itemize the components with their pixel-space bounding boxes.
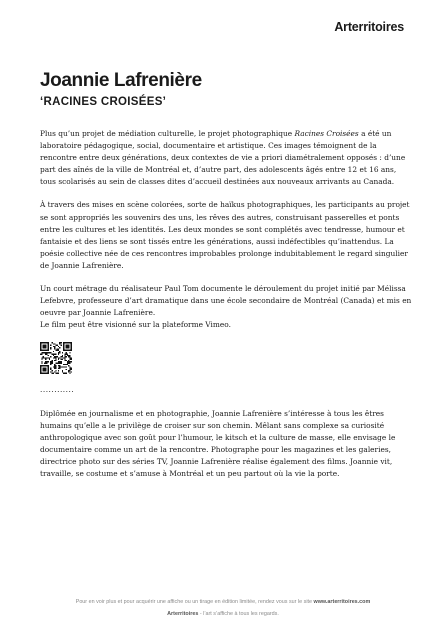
paragraph-bio: Diplômée en journalisme et en photographie, Joannie Lafrenière s’intéresse à tous les êtres humains qu’elle a le privilège de croiser sur son chemin. Mêlant sans complexe sa curiosité anthropologique avec son goût pour l’humour, le kitsch et la culture de masse, elle envisage le documentaire comme un art de la rencontre. Photographe pour les magazines et les galeries, directrice photo sur des séries TV, Joannie Lafrenière réalise également des films. Joannie vit, travaille, se costume et s’amuse à Montréal et un peu partout où la vie la porte. [40, 408, 396, 478]
footer-brand: Arterritoires [167, 611, 199, 617]
footer-tagline: Arterritoires - l’art s’affiche à tous les regards. [167, 611, 279, 617]
qr-code-icon[interactable] [40, 342, 72, 374]
website-link[interactable]: www.arterritoires.com [313, 599, 371, 605]
page-title: Joannie Lafrenière [40, 70, 202, 91]
paragraph-film: Un court métrage du réalisateur Paul Tom documente le déroulement du projet initié par Mélissa Lefebvre, professeure d’art dramatique dans une école secondaire de Montréal (Canada) et mis en oeuvre par Joannie Lafrenière. Le film peut être visionné sur la plateforme Vimeo. [40, 284, 412, 330]
page-subtitle: ‘RACINES CROISÉES’ [40, 96, 167, 108]
paragraph-intro: Plus qu’un projet de médiation culturelle, le projet photographique Racines Croisées a été un laboratoire pédagogique, social, documentaire et artistique. Ces images témoignent de la rencontre entre deux générations, deux contextes de vie a priori diamétralement opposés : d’une part des aînés de la ville de Montréal et, d’autre part, des adolescents âgés entre 12 et 16 ans, tous scolarisés au sein de classes dites d’accueil destinées aux nouveaux arrivants au Canada. [40, 129, 406, 187]
footer-info: Pour en voir plus et pour acquérir une affiche ou un tirage en édition limitée, rendez vous sur le site www.arterritoires.com [75, 599, 371, 605]
article-body [40, 128, 412, 491]
project-title-italic: Racines Croisées [294, 129, 359, 138]
separator-dots: ............ [40, 385, 75, 395]
brand-logo: Arterritoires [334, 20, 404, 34]
vimeo-note: Le film peut être visionné sur la plateforme Vimeo. [40, 320, 231, 330]
paragraph-staging: À travers des mises en scène colorées, sorte de haïkus photographiques, les participants au projet se sont appropriés les souvenirs des uns, les rêves des autres, construisant passerelles et ponts entre les cultures et les identités. Les deux mondes se sont complétés avec tendresse, humour et fantaisie et des liens se sont tissés entre les générations, aussi indéfectibles qu’inattendus. La poésie collective née de ces rencontres improbables prolonge indubitablement le regard singulier de Joannie Lafrenière. [40, 200, 410, 270]
